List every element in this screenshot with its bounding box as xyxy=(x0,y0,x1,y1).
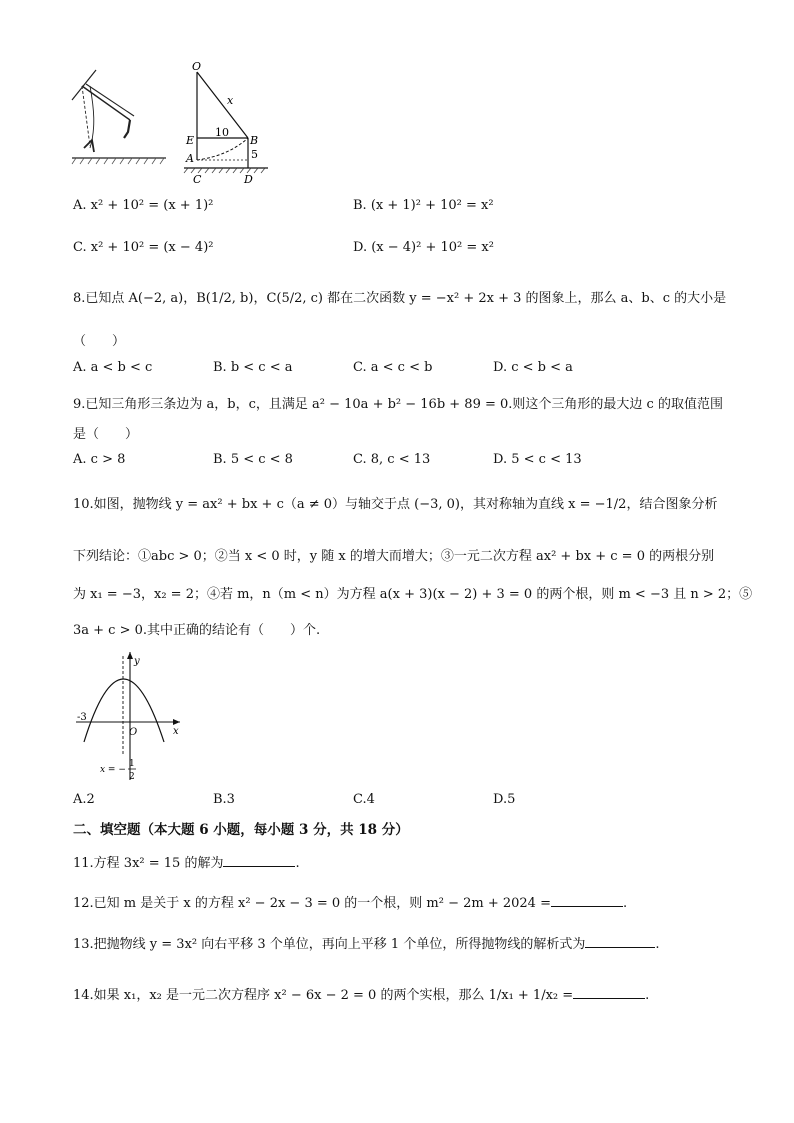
q13-text: 13.把抛物线 y = 3x² 向右平移 3 个单位，再向上平移 1 个单位，所得抛物线的解析式为 xyxy=(73,937,586,952)
q9-option-d: D. 5 < c < 13 xyxy=(493,452,582,467)
q8-blank: （ ） xyxy=(73,334,126,349)
q10-option-a: A.2 xyxy=(73,792,95,807)
section-2-title: 二、填空题（本大题 6 小题，每小题 3 分，共 18 分） xyxy=(73,822,409,838)
q14-text: 14.如果 x₁，x₂ 是一元二次方程序 x² − 6x − 2 = 0 的两个实根，那么 1/x₁ + 1/x₂ = xyxy=(73,988,574,1003)
q10-option-d: D.5 xyxy=(493,792,516,807)
q12-row xyxy=(73,893,627,913)
q10-label-x: x xyxy=(173,726,179,737)
q7-option-d: D. (x − 4)² + 10² = x² xyxy=(353,240,494,255)
q14-answer-blank[interactable] xyxy=(573,985,645,999)
q10-option-c: C.4 xyxy=(353,792,375,807)
q8-option-c: C. a < c < b xyxy=(353,360,433,375)
q7-label-C: C xyxy=(193,173,202,186)
q10-line2: 下列结论：①abc > 0；②当 x < 0 时，y 随 x 的增大而增大；③一元二次方程 ax² + bx + c = 0 的两根分别 xyxy=(73,549,715,564)
q7-label-D: D xyxy=(244,173,253,186)
q13-row xyxy=(73,934,659,954)
q13-answer-blank[interactable] xyxy=(585,934,655,948)
q7-label-O: O xyxy=(192,60,202,73)
q7-option-c: C. x² + 10² = (x − 4)² xyxy=(73,240,214,255)
q8-option-a: A. a < b < c xyxy=(73,360,153,375)
q12-text: 12.已知 m 是关于 x 的方程 x² − 2x − 3 = 0 的一个根，则 m² − 2m + 2024 = xyxy=(73,896,551,911)
q7-option-b: B. (x + 1)² + 10² = x² xyxy=(353,198,494,213)
q11-row xyxy=(73,853,300,873)
q10-option-b: B.3 xyxy=(213,792,235,807)
q10-label-O: O xyxy=(129,727,138,738)
q10-axis-half-den: 2 xyxy=(129,772,135,782)
q11-answer-blank[interactable] xyxy=(223,853,295,867)
q8-option-d: D. c < b < a xyxy=(493,360,573,375)
q10-label-y: y xyxy=(134,656,140,667)
q7-label-E: E xyxy=(186,134,195,147)
q14-end: . xyxy=(645,988,650,1003)
q11-end: . xyxy=(295,856,300,871)
q10-line3: 为 x₁ = −3，x₂ = 2；④若 m，n（m < n）为方程 a(x + 3)(x − 2) + 3 = 0 的两个根，则 m < −3 且 n > 2；⑤ xyxy=(73,587,753,602)
q9-option-a: A. c > 8 xyxy=(73,452,126,467)
q10-axis-label: x = − xyxy=(100,765,126,775)
q7-label-B: B xyxy=(250,134,259,147)
q14-row xyxy=(73,985,649,1005)
q10-parabola-graph xyxy=(72,648,192,784)
q8-stem: 8.已知点 A(−2, a)，B(1/2, b)，C(5/2, c) 都在二次函数 y = −x² + 2x + 3 的图象上，那么 a、b、c 的大小是 xyxy=(73,291,727,306)
q10-axis-half-num: 1 xyxy=(129,759,135,769)
q7-option-a: A. x² + 10² = (x + 1)² xyxy=(73,198,214,213)
q12-answer-blank[interactable] xyxy=(551,893,623,907)
q10-label-neg3: -3 xyxy=(77,712,87,723)
q12-end: . xyxy=(622,896,628,911)
q7-label-10: 10 xyxy=(215,126,229,139)
q7-label-A: A xyxy=(186,152,194,165)
q9-option-c: C. 8, c < 13 xyxy=(353,452,431,467)
q10-line1: 10.如图，抛物线 y = ax² + bx + c（a ≠ 0）与轴交于点 (−3, 0)，其对称轴为直线 x = −1/2，结合图象分析 xyxy=(73,497,718,512)
q8-option-b: B. b < c < a xyxy=(213,360,293,375)
q7-label-5: 5 xyxy=(251,148,258,161)
q9-line1: 9.已知三角形三条边为 a，b，c，且满足 a² − 10a + b² − 16b + 89 = 0.则这个三角形的最大边 c 的取值范围 xyxy=(73,397,723,412)
q9-line2: 是（ ） xyxy=(73,427,139,442)
q7-label-x: x xyxy=(227,94,234,107)
q10-line4: 3a + c > 0.其中正确的结论有（ ）个. xyxy=(73,623,321,638)
q9-option-b: B. 5 < c < 8 xyxy=(213,452,293,467)
q13-end: . xyxy=(655,937,660,952)
q7-photo-figure xyxy=(68,68,168,172)
q7-geometry-figure xyxy=(178,58,278,188)
q11-text: 11.方程 3x² = 15 的解为 xyxy=(73,856,224,871)
